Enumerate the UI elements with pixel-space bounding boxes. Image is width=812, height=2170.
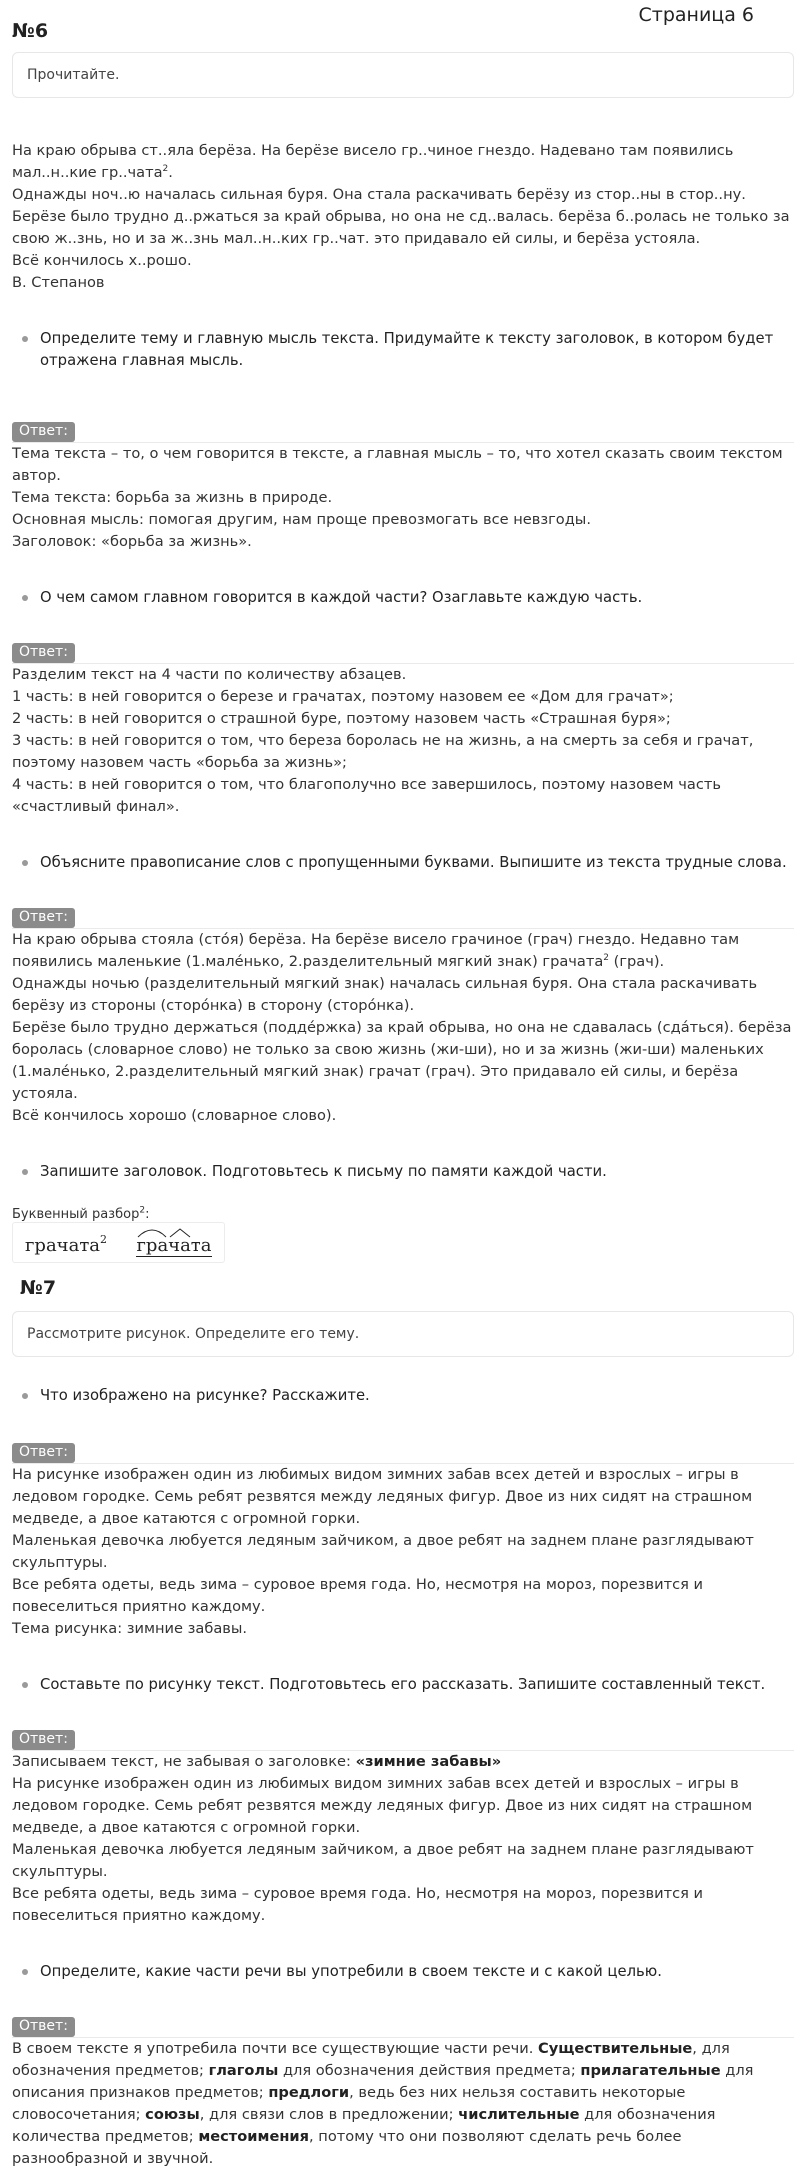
bukv-caption-text: Буквенный разбор (12, 1207, 140, 1222)
answer-line: Маленькая девочка любуется ледяным зайчиком, а двое ребят на заднем плане разглядывают скульптуры. (12, 1841, 754, 1880)
answer-line: Всё кончилось хорошо (словарное слово). (12, 1107, 337, 1124)
answer-line: Все ребята одеты, ведь зима – суровое время года. Но, несмотря на мороз, порезвится и повеселиться приятно каждому. (12, 1576, 704, 1615)
instruction-text: Рассмотрите рисунок. Определите его тему. (27, 1326, 360, 1342)
answer-line: 2 часть: в ней говорится о страшной буре, поэтому назовем часть «Страшная буря»; (12, 710, 671, 727)
answer-line: (грач). (609, 953, 665, 970)
answer-text (12, 1464, 800, 1640)
answer-span: , для обозначения предметов; (12, 2040, 730, 2079)
text-author: В. Степанов (12, 274, 105, 291)
question-text: Запишите заголовок. Подготовьтесь к письму по памяти каждой части. (40, 1163, 607, 1180)
question-bullet (12, 1161, 800, 1183)
answer-line: 3 часть: в ней говорится о том, что береза боролась не на жизнь, а на смерть за себя и грачат, поэтому назовем часть «борьба за жизнь»; (12, 732, 754, 771)
question-bullet (12, 1674, 800, 1696)
question-text: О чем самом главном говорится в каждой части? Озаглавьте каждую часть. (40, 589, 643, 606)
answer-bold: Существительные (538, 2040, 693, 2057)
answer-span: для обозначения действия предмета; (278, 2062, 581, 2079)
answer-line: Тема текста – то, о чем говорится в тексте, а главная мысль – то, что хотел сказать своим текстом автор. (12, 445, 783, 484)
answer-line: Заголовок: «борьба за жизнь». (12, 533, 252, 550)
answer-text (12, 929, 800, 1127)
answer-badge: Ответ: (12, 643, 75, 663)
answer-line: На краю обрыва стояла (сто́я) берёза. На берёзе висело грачиное (грач) гнездо. Недавно там появились маленькие (1.мале́нько, 2.разделительный мягкий знак) грачата (12, 931, 740, 970)
answer-line: На рисунке изображен один из любимых видом зимних забав всех детей и взрослых – игры в ледовом городке. Семь ребят резвятся между ледяных фигур. Двое из них сидят на страшном медведе, а двое катаются с огромной горки. (12, 1466, 753, 1527)
question-bullet (12, 852, 800, 874)
answer-span: В своем тексте я употребила почти все существующие части речи. (12, 2040, 539, 2057)
answer-badge: Ответ: (12, 422, 75, 442)
answer-line: На рисунке изображен один из любимых видом зимних забав всех детей и взрослых – игры в ледовом городке. Семь ребят резвятся между ледяных фигур. Двое из них сидят на страшном медведе, а двое катаются с огромной горки. (12, 1775, 753, 1836)
answer-header (12, 906, 794, 929)
question-text: Составьте по рисунку текст. Подготовьтесь его рассказать. Запишите составленный текст. (40, 1676, 766, 1693)
answer-header (12, 2015, 794, 2038)
answer-header (12, 420, 794, 443)
footnote-mark: 2 (603, 953, 610, 964)
question-text: Что изображено на рисунке? Расскажите. (40, 1387, 370, 1404)
answer-header (12, 1441, 794, 1464)
footnote-mark: 2 (139, 1205, 146, 1216)
answer-bold: местоимения (198, 2128, 310, 2145)
answer-line: Тема текста: борьба за жизнь в природе. (12, 489, 333, 506)
page-number: Страница 6 (638, 4, 754, 26)
text-line-1: На краю обрыва ст..яла берёза. На берёзе висело гр..чиное гнездо. Надевано там появились мал..н..кие гр..чата (12, 142, 734, 181)
arc-mark (136, 1225, 214, 1239)
answer-text (12, 1751, 800, 1927)
answer-line: Все ребята одеты, ведь зима – суровое время года. Но, несмотря на мороз, порезвится и повеселиться приятно каждому. (12, 1885, 704, 1924)
answer-text (12, 443, 800, 553)
letter-analysis-image (12, 1222, 225, 1263)
answer-span: , потому что они позволяют сделать речь более разнообразной и звучной. (12, 2128, 682, 2167)
question-bullet (12, 587, 800, 609)
answer-span: для обозначения количества предметов; (12, 2106, 716, 2145)
question-bullet (12, 1385, 800, 1407)
answer-text (12, 664, 800, 818)
answer-bold: «зимние забавы» (355, 1753, 502, 1770)
question-text: Определите тему и главную мысль текста. Придумайте к тексту заголовок, в котором будет отражена главная мысль. (40, 330, 774, 369)
footnote-mark: 2 (100, 1233, 108, 1246)
instruction-box (12, 1311, 794, 1357)
bukv-word-text: грачата (136, 1235, 212, 1256)
answer-bold: предлоги (268, 2084, 350, 2101)
text-line-2: Однажды ноч..ю началась сильная буря. Она стала раскачивать берёзу из стор..ны в стор..ну. (12, 186, 746, 203)
question-bullet (12, 1961, 800, 1983)
answer-span: , ведь без них нельзя составить некоторые словосочетания; (12, 2084, 686, 2123)
instruction-text: Прочитайте. (27, 67, 120, 83)
answer-badge: Ответ: (12, 908, 75, 928)
answer-text (12, 2038, 800, 2170)
answer-header (12, 1728, 794, 1751)
answer-line: 1 часть: в ней говорится о березе и грачатах, поэтому назовем ее «Дом для грачат»; (12, 688, 674, 705)
text-line-4: Всё кончилось х..рошо. (12, 252, 192, 269)
task-number-6: №6 (12, 20, 49, 42)
question-text: Объясните правописание слов с пропущенными буквами. Выпишите из текста трудные слова. (40, 854, 787, 871)
answer-line: Разделим текст на 4 части по количеству абзацев. (12, 666, 407, 683)
answer-line: 4 часть: в ней говорится о том, что благополучно все завершилось, поэтому назовем часть «счастливый финал». (12, 776, 721, 815)
reading-text: На краю обрыва ст..яла берёза. На берёзе висело гр..чиное гнездо. Надевано там появились мал..н..кие гр..чата$^2$. Однажды ноч..ю началась сильная буря. Она стала раскачивать берёзу из стор..ны в стор..ну. Берёзе было трудно д..ржаться за край обрыва, но она не сд..валась. берёза б..ролась не только за свою ж..знь, но и за ж..знь мал..н..ких гр..чат. это придавало ей силы, и берёза устояла. Всё кончилось х..рошо. В. Степанов (12, 140, 800, 294)
question-text: Определите, какие части речи вы употребили в своем тексте и с какой целью. (40, 1963, 662, 1980)
answer-bold: прилагательные (580, 2062, 721, 2079)
task-number-7: №7 (20, 1277, 57, 1299)
answer-badge: Ответ: (12, 1730, 75, 1750)
answer-header (12, 641, 794, 664)
answer-line: Записываем текст, не забывая о заголовке: (12, 1753, 356, 1770)
answer-span: , для связи слов в предложении; (199, 2106, 459, 2123)
answer-badge: Ответ: (12, 2017, 75, 2037)
answer-span: для описания признаков предметов; (12, 2062, 754, 2101)
answer-bold: союзы (145, 2106, 200, 2123)
answer-line: Основная мысль: помогая другим, нам проще превозмогать все невзгоды. (12, 511, 591, 528)
question-bullet (12, 328, 800, 372)
bukv-caption: Буквенный разбор$^2$: (12, 1205, 150, 1222)
answer-line: Маленькая девочка любуется ледяным зайчиком, а двое ребят на заднем плане разглядывают скульптуры. (12, 1532, 754, 1571)
bukv-word: грачата (25, 1235, 101, 1256)
answer-bold: глаголы (208, 2062, 279, 2079)
text-line-3: Берёзе было трудно д..ржаться за край обрыва, но она не сд..валась. берёза б..ролась не только за свою ж..знь, но и за ж..знь мал..н..ких гр..чат. это придавало ей силы, и берёза устояла. (12, 208, 790, 247)
instruction-box (12, 52, 794, 98)
footnote-mark: 2 (162, 164, 169, 175)
answer-line: Однажды ночью (разделительный мягкий знак) началась сильная буря. Она стала раскачивать берёзу из стороны (сторо́нка) в сторону (сторо́нка). (12, 975, 758, 1014)
bukv-word-marked (136, 1235, 211, 1256)
answer-badge: Ответ: (12, 1443, 75, 1463)
answer-line: Берёзе было трудно держаться (поддéржка) за край обрыва, но она не сдавалась (сдáться). берёза боролась (словарное слово) не только за свою жизнь (жи-ши), но и за жизнь (жи-ши) маленьких (1.мале́нько, 2.разделительный мягкий знак) грачат (грач). Это придавало ей силы, и берёза устояла. (12, 1019, 792, 1102)
answer-line: Тема рисунка: зимние забавы. (12, 1620, 248, 1637)
answer-bold: числительные (458, 2106, 580, 2123)
